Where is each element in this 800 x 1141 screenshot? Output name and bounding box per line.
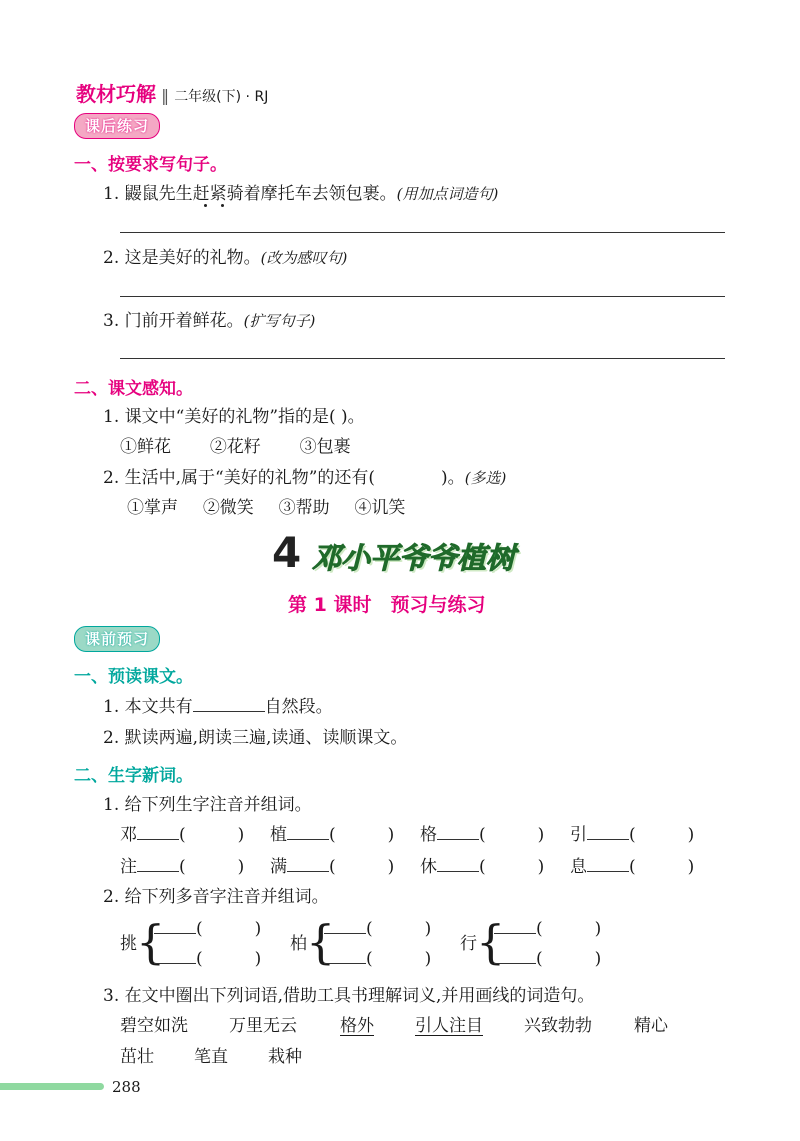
question-text-end: )。 (441, 468, 465, 488)
header-grade: 二年级(下) · RJ (174, 89, 269, 105)
section-title-preread: 一、预读课文。 (74, 667, 193, 687)
char: 邓 (120, 825, 137, 845)
question-3-1 (103, 695, 333, 718)
brace-icon: { (306, 915, 336, 969)
polyphone-group: 行 { ( ) ( ) (460, 915, 602, 969)
question-1-3 (103, 310, 315, 332)
question-text: 这是美好的礼物。 (124, 248, 261, 268)
pinyin-blank[interactable] (154, 917, 196, 934)
question-number: 1. (103, 184, 120, 204)
char: 植 (270, 825, 287, 845)
header-separator: ‖ (161, 86, 170, 105)
question-hint: (多选) (464, 469, 507, 487)
pinyin-blank[interactable] (287, 855, 329, 872)
emphasis-dot (204, 204, 207, 207)
char: 休 (420, 857, 437, 877)
brace-icon: { (136, 915, 166, 969)
char: 格 (420, 825, 437, 845)
pinyin-blank[interactable] (494, 917, 536, 934)
answer-line[interactable] (120, 296, 725, 297)
word: 碧空如洗 (120, 1016, 188, 1036)
option[interactable]: ②微笑 (202, 498, 254, 518)
word: 兴致勃勃 (524, 1016, 592, 1036)
pinyin-blank[interactable] (287, 823, 329, 840)
section-title-new-characters: 二、生字新词。 (74, 766, 193, 786)
word: 精心 (634, 1016, 668, 1036)
polyphone-char: 行 (460, 934, 477, 954)
question-hint: (改为感叹句) (260, 249, 348, 267)
option[interactable]: ④讥笑 (354, 498, 406, 518)
question-text: 鼹鼠先生赶紧骑着摩托车去领包裹。 (124, 184, 397, 204)
question-text: 门前开着鲜花。 (124, 311, 244, 331)
polyphone-group: 柏 { ( ) ( ) (290, 915, 432, 969)
pinyin-blank[interactable] (137, 855, 179, 872)
question-number: 3. (103, 311, 120, 331)
question-text-end: 自然段。 (264, 697, 333, 717)
answer-line[interactable] (120, 232, 725, 233)
char: 注 (120, 857, 137, 877)
section-title-write-sentences: 一、按要求写句子。 (74, 155, 227, 175)
word: 栽种 (268, 1047, 302, 1067)
brand-title: 教材巧解 (76, 82, 156, 106)
word: 万里无云 (229, 1016, 297, 1036)
option[interactable]: ③帮助 (278, 498, 330, 518)
question-2-2 (103, 467, 506, 489)
pinyin-blank[interactable] (494, 947, 536, 964)
question-1-1 (103, 183, 498, 205)
options-2-1 (120, 436, 351, 458)
answer-blank[interactable] (193, 695, 265, 712)
pinyin-blank[interactable] (587, 823, 629, 840)
before-class-tag: 课前预习 (74, 626, 160, 652)
polyphone-char: 柏 (290, 934, 307, 954)
lesson-number: 4 (272, 528, 302, 577)
question-4-1: 1. 给下列生字注音并组词。 (103, 795, 312, 815)
lesson-subtitle: 第 1 课时 预习与练习 (288, 594, 486, 616)
pinyin-blank[interactable] (587, 855, 629, 872)
word-underlined: 格外 (340, 1016, 374, 1036)
word-underlined: 引人注目 (415, 1016, 483, 1036)
word: 笔直 (194, 1047, 228, 1067)
char: 息 (570, 857, 587, 877)
header (76, 78, 268, 107)
option[interactable]: ①掌声 (127, 498, 178, 518)
char-row-1: 邓 ( ) 植 ( ) 格 ( ) 引 ( ) (120, 825, 695, 845)
question-4-3: 3. 在文中圈出下列词语,借助工具书理解词义,并用画线的词造句。 (103, 986, 595, 1006)
page-number: 288 (112, 1078, 141, 1096)
pinyin-blank[interactable] (437, 823, 479, 840)
option[interactable]: ③包裹 (299, 437, 351, 457)
question-text: 2. 生活中,属于“美好的礼物”的还有( (103, 468, 376, 488)
pinyin-blank[interactable] (437, 855, 479, 872)
question-hint: (用加点词造句) (396, 185, 499, 203)
char: 引 (570, 825, 587, 845)
pinyin-blank[interactable] (324, 947, 366, 964)
option[interactable]: ①鲜花 (120, 437, 171, 457)
question-text: 1. 本文共有 (103, 697, 193, 717)
question-1-2 (103, 247, 347, 269)
char-row-2: 注 ( ) 满 ( ) 休 ( ) 息 ( ) (120, 857, 695, 877)
polyphone-char: 挑 (120, 934, 137, 954)
after-class-tag: 课后练习 (74, 113, 160, 139)
lesson-title: 邓小平爷爷植树 (312, 541, 516, 575)
char: 满 (270, 857, 287, 877)
pinyin-blank[interactable] (324, 917, 366, 934)
pinyin-blank[interactable] (137, 823, 179, 840)
question-number: 2. (103, 248, 120, 268)
word: 茁壮 (120, 1047, 154, 1067)
answer-line[interactable] (120, 358, 725, 359)
polyphone-group: 挑 { ( ) ( ) (120, 915, 262, 969)
emphasis-dot (221, 204, 224, 207)
question-2-1: 1. 课文中“美好的礼物”指的是( )。 (103, 407, 365, 427)
question-3-2: 2. 默读两遍,朗读三遍,读通、读顺课文。 (103, 728, 408, 748)
section-title-text-perception: 二、课文感知。 (74, 379, 193, 399)
options-2-2 (127, 497, 405, 519)
option[interactable]: ②花籽 (209, 437, 261, 457)
question-hint: (扩写句子) (243, 312, 316, 330)
brace-icon: { (476, 915, 506, 969)
footer-bar (0, 1083, 104, 1090)
pinyin-blank[interactable] (154, 947, 196, 964)
question-4-2: 2. 给下列多音字注音并组词。 (103, 887, 329, 907)
